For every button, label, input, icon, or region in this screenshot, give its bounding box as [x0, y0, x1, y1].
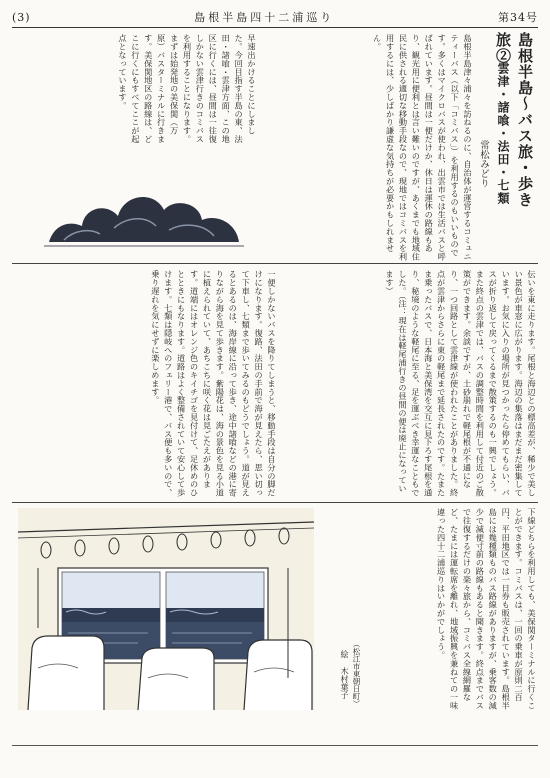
author-location: （松江市東朝日町）: [352, 640, 361, 708]
article-subtitle: 雲津・諸喰・法田・七類: [496, 62, 510, 205]
article-text-middle-2: 一便しかないバスを降りてしまうと、移動手段は自分の脚だけになります。復路、法田の手前で海が見えたら、思い切って下車し、七類まで歩いてみるのもどうでしょう。道が見えるとあるのは、海岸線に沿って歩き、途中諸喰などの港に寄りながら海を見て歩きます。紫陽花は、海の景色を見る小道に植えられていて、あちこちに咲く花は見ごたえがあります。道端にはオレンジ色のキイチゴを見付けて、足休めのひとときにもなります。道路はよく整備されていて安心して歩けます。七類は隠岐へのフェリー港で、バス便も多いので、乗り遅れを気にせずに楽しめます。: [150, 270, 277, 497]
article-text-bottom: 下線どちらを利用しても、美保関ターミナルに行くことができます。コミバスは、一回の乗車が原則二百円、平田地区では一日券も販売されています。島根半島には幾種類ものバス路線がありますが、乗客数の減少で減便寸前の路線もあると聞きます。終点までバスで往復するだけの楽々旅から、コミバス全線網羅など、たまには運転席を離れ、地域振興を兼ねての一味違った四十二浦巡りはいかがでしょう。: [436, 508, 537, 710]
article-text-top-2: 早速出かけることにしました。今回目指す半島の東、法田・諸喰・雲津方面、この地区に行くには、昼間は一往復しかない雲津行きのコミバスを利用することになります。まずは始発地の美保関（万原）バスターミナルに行きます。美保関地区の路線は、どこに行くにもすべてここが起点となっています。: [117, 34, 257, 144]
article-author: 常松みどり: [478, 140, 489, 188]
article-text-middle-1: 伝いを東に走ります。尾根と海辺との標高差が、稀少で美しい景色が車窓に広がります。海辺の集落はまだまだ密集しています。お気に入りの場所が見つかったら停めてもらい、バスが折り返して戻ってくるまで散策するのも一興でしょう。また終点の雲津では、バスの調整時間を利用して付近のご散策ができます。余談ですが、土砂崩れで軽尾根が不通になり、一つ回路として雲津線が使われたことがありました。終点が雲津からさらに東の軽尾まで延長されたのです。たまたま乗ったバスで、日本海と美保湾を交互に見下ろす尾根を通り、秘境のような軽尾に至る、足を運ぶべき幸運なこともでした。（注：現在は軽尾浦行きの昼間の便は廃止になっています）: [385, 270, 537, 497]
page-bottom-rule: [12, 745, 538, 746]
illustration-credit: 絵 木村葉子: [340, 650, 349, 699]
section-rule-lower: [12, 502, 538, 503]
cloud-illustration: [44, 180, 244, 250]
article-title: 島根半島〜バス旅・歩き旅②: [494, 32, 534, 208]
section-rule-upper: [12, 263, 538, 264]
header-rule: [12, 27, 538, 28]
bus-interior-illustration: [18, 508, 314, 710]
article-text-top-1: 島根半島津々浦々を訪ねるのに、自治体が運営するコミュニティーバス（以下「コミバス」）を利用するのもいいものです。多くはマイクロバスが使われ、出雲市では生活バスと呼ばれています。昼間は一便だけか、休日は運休の路線もあり、観光用に便利とは言い難いのですが、あくまでも地域住民に供される適切な移動手段なので、現地ではコミバスを利用するには、少しばかり謙虚な気持ちが必要かもしれません。: [372, 34, 473, 261]
newsletter-title: 島根半島四十二浦巡り: [194, 11, 335, 24]
page-header: [12, 8, 538, 26]
issue-number: 第34号: [498, 11, 538, 24]
page-number: (3): [12, 10, 31, 24]
